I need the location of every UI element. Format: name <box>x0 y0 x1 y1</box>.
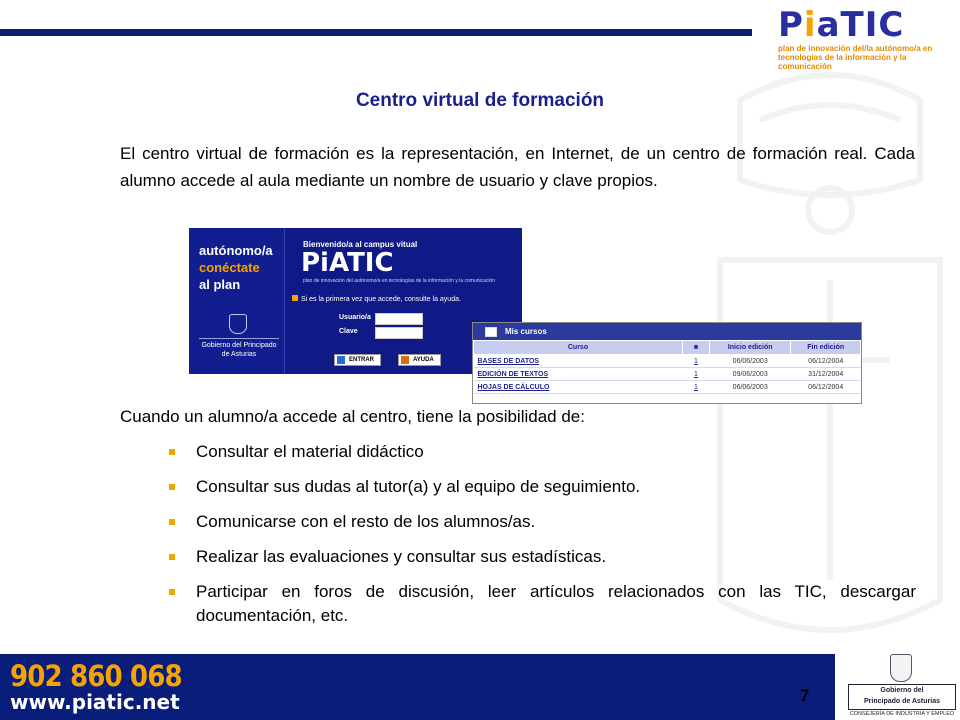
folder-icon <box>485 327 497 337</box>
intro-paragraph: El centro virtual de formación es la representación, en Internet, de un centro de formación real. Cada alumno accede al aula mediante un nombre de usuario y clave propios. <box>120 144 915 190</box>
end-date: 31/12/2004 <box>791 368 861 381</box>
badge-line-3: al plan <box>199 277 241 292</box>
course-count-link[interactable]: 1 <box>683 368 710 381</box>
table-row <box>474 355 861 368</box>
government-logo <box>848 654 956 720</box>
page-number: 7 <box>800 686 810 705</box>
bullet-icon <box>169 449 175 455</box>
column-header-start: Inicio edición <box>710 341 791 355</box>
help-text: Si es la primera vez que accede, consulte la ayuda. <box>301 296 461 303</box>
end-date: 06/12/2004 <box>791 381 861 394</box>
column-header-course: Curso <box>474 341 683 355</box>
start-date: 09/06/2003 <box>710 368 791 381</box>
list-item <box>166 440 916 464</box>
course-link[interactable]: BASES DE DATOS <box>474 355 683 368</box>
conectate-badge <box>199 242 273 293</box>
first-visit-help <box>292 295 461 303</box>
website-url: www.piatic.net <box>10 690 180 714</box>
badge-line-1: autónomo/a <box>199 243 273 258</box>
user-label: Usuario/a <box>339 314 371 321</box>
logo-tagline: plan de innovación del/la autónomo/a en tecnologías de la información y la comunicación <box>778 44 933 71</box>
course-link[interactable]: HOJAS DE CÁLCULO <box>474 381 683 394</box>
course-count-link[interactable]: 1 <box>683 355 710 368</box>
asturias-crest-icon <box>890 654 912 682</box>
bullet-icon <box>169 589 175 595</box>
capabilities-list <box>166 440 916 639</box>
course-count-link[interactable]: 1 <box>683 381 710 394</box>
list-item-text: Participar en foros de discusión, leer artículos relacionados con las TIC, descargar documentación, etc. <box>196 582 916 625</box>
government-line-2: Principado de Asturias <box>864 698 940 705</box>
column-header-end: Fin edición <box>791 341 861 355</box>
list-item-text: Consultar el material didáctico <box>196 442 424 461</box>
government-name-box <box>848 684 956 710</box>
list-item <box>166 475 916 499</box>
list-item <box>166 510 916 534</box>
campus-brand: PiATIC <box>301 248 394 278</box>
phone-number: 902 860 068 <box>10 659 182 693</box>
course-link[interactable]: EDICIÓN DE TEXTOS <box>474 368 683 381</box>
welcome-text: Bienvenido/a al campus vitual <box>303 240 418 249</box>
capabilities-intro: Cuando un alumno/a accede al centro, tiene la posibilidad de: <box>120 407 585 426</box>
piatic-logo <box>778 5 948 71</box>
footer-bar <box>0 654 835 720</box>
page-title: Centro virtual de formación <box>355 90 605 111</box>
list-item-text: Realizar las evaluaciones y consultar sus estadísticas. <box>196 547 607 566</box>
logo-letters-tic: TIC <box>840 5 905 45</box>
start-date: 06/06/2003 <box>710 381 791 394</box>
my-courses-screenshot <box>472 322 862 404</box>
list-item <box>166 580 916 628</box>
list-item-text: Comunicarse con el resto de los alumnos/as. <box>196 512 536 531</box>
department-name: CONSEJERÍA DE INDUSTRIA Y EMPLEO <box>849 711 955 717</box>
courses-table <box>473 340 861 394</box>
campus-brand-subtitle: plan de innovación del autónomo/a en tecnologías de la información y la comunicación <box>303 278 496 284</box>
enter-icon <box>337 356 345 364</box>
list-item <box>166 545 916 569</box>
asturias-crest-icon <box>229 314 247 334</box>
government-line-1: Gobierno del <box>880 687 924 694</box>
start-date: 06/06/2003 <box>710 355 791 368</box>
bullet-icon <box>169 554 175 560</box>
logo-letter-a: a <box>816 5 841 45</box>
enter-button[interactable] <box>334 354 381 366</box>
info-icon <box>292 295 298 301</box>
my-courses-header <box>473 323 861 340</box>
help-button-label: AYUDA <box>413 357 434 363</box>
table-row <box>474 368 861 381</box>
header-bar <box>0 29 752 36</box>
logo-letter-i: i <box>803 5 817 45</box>
enter-button-label: ENTRAR <box>349 357 374 363</box>
logo-letter-p: P <box>778 5 804 45</box>
login-left-panel <box>189 228 285 374</box>
column-header-users-icon: ☻ <box>683 341 710 355</box>
bullet-icon <box>169 484 175 490</box>
end-date: 06/12/2004 <box>791 355 861 368</box>
password-input[interactable] <box>375 327 423 339</box>
help-icon <box>401 356 409 364</box>
bullet-icon <box>169 519 175 525</box>
table-row <box>474 381 861 394</box>
password-label: Clave <box>339 328 358 335</box>
my-courses-title: Mis cursos <box>505 327 547 336</box>
badge-line-2: conéctate <box>199 260 260 275</box>
help-button[interactable] <box>398 354 441 366</box>
government-label: Gobierno del Principado de Asturias <box>199 338 279 359</box>
user-input[interactable] <box>375 313 423 325</box>
list-item-text: Consultar sus dudas al tutor(a) y al equipo de seguimiento. <box>196 477 641 496</box>
